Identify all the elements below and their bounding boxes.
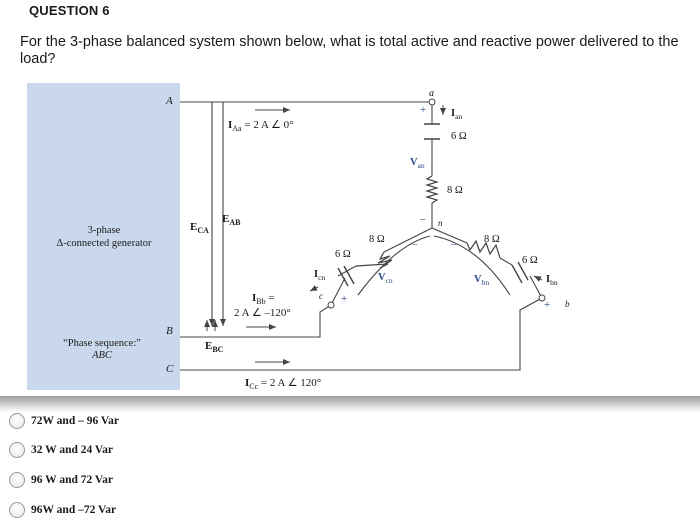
label-v-an: $V_{an}$ — [410, 157, 425, 170]
label-e-ca: $E_{CA}$ — [190, 221, 209, 235]
label-e-ab: $E_{AB}$ — [222, 213, 241, 227]
plus-sign-a: + — [420, 104, 427, 116]
answer-option-4[interactable] — [9, 502, 116, 518]
minus-sign-b: – — [451, 238, 457, 250]
node-b-label: b — [565, 299, 570, 309]
answer-option-3[interactable] — [9, 472, 113, 488]
label-r-a: 8 Ω — [447, 185, 463, 196]
radio-button[interactable] — [9, 442, 25, 458]
label-v-bn: $V_{bn}$ — [474, 274, 490, 287]
resistor-c — [356, 252, 392, 268]
radio-button[interactable] — [9, 502, 25, 518]
resistor-a — [427, 176, 437, 203]
generator-node-b: B — [166, 325, 173, 337]
generator-title-line2: Δ-connected generator — [56, 238, 152, 249]
phase-sequence-line2: ABC — [92, 350, 112, 361]
label-i-bb: $I_{Bb}$ = — [252, 292, 275, 306]
answer-option-label: 96W and –72 Var — [31, 504, 117, 516]
answer-option-label: 72W and – 96 Var — [31, 415, 119, 427]
voltage-arrows — [207, 180, 223, 331]
question-header: QUESTION 6 — [29, 3, 110, 18]
label-i-cc: $I_{Cc} = 2$ A ∠ 120° — [245, 377, 322, 391]
figure-shadow — [0, 396, 700, 412]
minus-sign-a: – — [420, 213, 426, 225]
answer-option-label: 96 W and 72 Var — [31, 474, 114, 486]
label-i-an: $I_{an}$ — [451, 108, 463, 121]
minus-sign-c: – — [412, 238, 418, 250]
answer-option-label: 32 W and 24 Var — [31, 444, 114, 456]
phase-sequence-line1: “Phase sequence:” — [63, 338, 141, 349]
label-i-aa: $I_{Aa} = 2$ A ∠ 0° — [228, 119, 294, 133]
question-text: For the 3-phase balanced system shown below, what is total active and reactive power delivered to the load? — [20, 34, 679, 67]
label-r-c: 8 Ω — [369, 234, 385, 245]
node-a-label: a — [429, 88, 434, 99]
node-n-label: n — [438, 218, 443, 228]
generator-node-c: C — [166, 363, 174, 375]
plus-sign-b: + — [544, 299, 551, 311]
answer-option-1[interactable] — [9, 413, 119, 429]
generator-node-a: A — [166, 95, 173, 107]
label-v-cn: $V_{cn}$ — [378, 272, 393, 285]
label-i-bb-value: 2 A ∠ –120° — [234, 307, 291, 319]
label-r-b: 8 Ω — [484, 234, 500, 245]
label-i-bn: $I_{bn}$ — [546, 274, 558, 287]
node-c-label: c — [319, 291, 323, 301]
circuit-diagram — [0, 78, 700, 398]
label-i-cn: $I_{cn}$ — [314, 269, 326, 282]
radio-button[interactable] — [9, 472, 25, 488]
radio-button[interactable] — [9, 413, 25, 429]
label-x-c: 6 Ω — [335, 249, 351, 260]
capacitor-a — [424, 124, 440, 139]
answer-option-2[interactable] — [9, 442, 113, 458]
plus-sign-c: + — [341, 293, 348, 305]
node-dots — [328, 99, 545, 308]
label-x-b: 6 Ω — [522, 255, 538, 266]
generator-title-line1: 3-phase — [87, 225, 121, 236]
label-e-bc: $E_{BC}$ — [205, 340, 224, 354]
label-x-a: 6 Ω — [451, 131, 467, 142]
